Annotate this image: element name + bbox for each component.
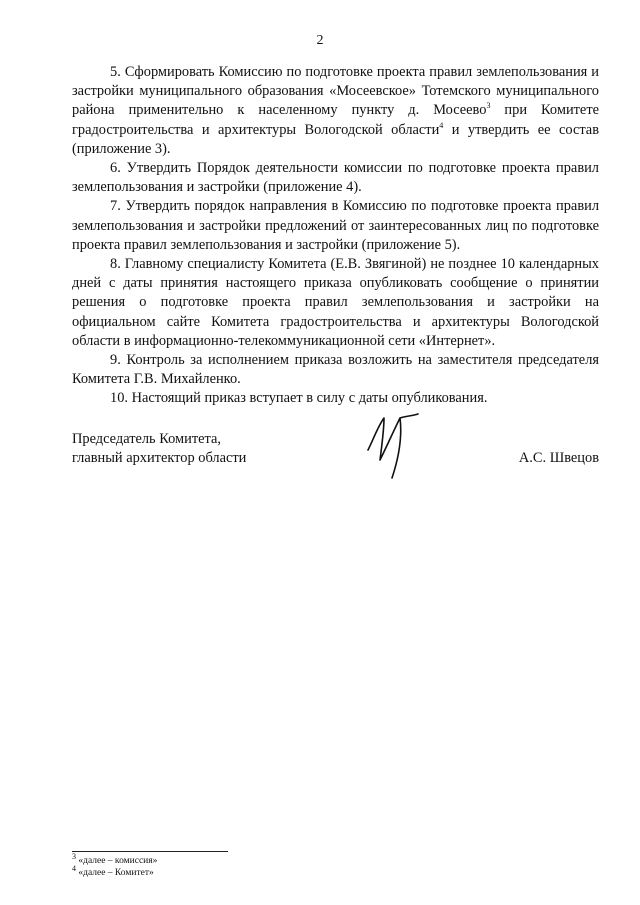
- handwritten-signature-icon: [362, 408, 422, 480]
- signature-block: [72, 430, 599, 490]
- paragraph-5-text-part3: и утвердить ее состав (приложение 3).: [72, 121, 599, 157]
- paragraph-5: [72, 63, 599, 159]
- footnote-ref-3: 3: [486, 101, 491, 111]
- paragraph-5-text-part1: 5. Сформировать Комиссию по подготовке проекта правил землепользования и застройки муниципального образования «Мосеевское» Тотемского муниципального района применительно к населенному пункту д. Мосеево: [72, 64, 599, 119]
- paragraph-8: 8. Главному специалисту Комитета (Е.В. Звягиной) не позднее 10 календарных дней с даты принятия настоящего приказа опубликовать сообщение о принятии решения о подготовке проекта правил землепользования и застройки на официальном сайте Комитета градостроительства и архитектуры Вологодской области в информационно-телекоммуникационной сети «Интернет».: [72, 256, 599, 349]
- footnote-4: [72, 863, 157, 879]
- signer-title: [72, 430, 246, 468]
- paragraph-10: 10. Настоящий приказ вступает в силу с даты опубликования.: [110, 390, 488, 407]
- footnotes: [72, 851, 158, 879]
- signer-name: А.С. Швецов: [518, 450, 599, 466]
- footnote-divider: [72, 851, 228, 852]
- paragraph-5-text-part2: при Комитете градостроительства и архитектуры Вологодской области: [72, 102, 599, 138]
- footnote-ref-4: 4: [439, 120, 444, 130]
- paragraph-9: 9. Контроль за исполнением приказа возложить на заместителя председателя Комитета Г.В. Михайленко.: [72, 352, 599, 388]
- document-body: [72, 63, 599, 409]
- footnote-4-number: 4: [72, 863, 76, 873]
- footnote-3: [72, 851, 158, 867]
- footnote-3-number: 3: [72, 851, 76, 861]
- paragraph-7: 7. Утвердить порядок направления в Комиссию по подготовке проекта правил землепользования и застройки предложений от заинтересованных лиц по подготовке проекта правил землепользования и застройки (приложение 5).: [72, 198, 599, 253]
- signer-title-line-1: Председатель Комитета,: [72, 431, 221, 447]
- footnote-4-text: «далее – Комитет»: [76, 868, 154, 878]
- paragraph-6: 6. Утвердить Порядок деятельности комиссии по подготовке проекта правил землепользования и застройки (приложение 4).: [72, 160, 599, 196]
- footnote-3-text: «далее – комиссия»: [76, 856, 158, 866]
- page-number: 2: [316, 33, 324, 48]
- signer-title-line-2: главный архитектор области: [72, 450, 247, 467]
